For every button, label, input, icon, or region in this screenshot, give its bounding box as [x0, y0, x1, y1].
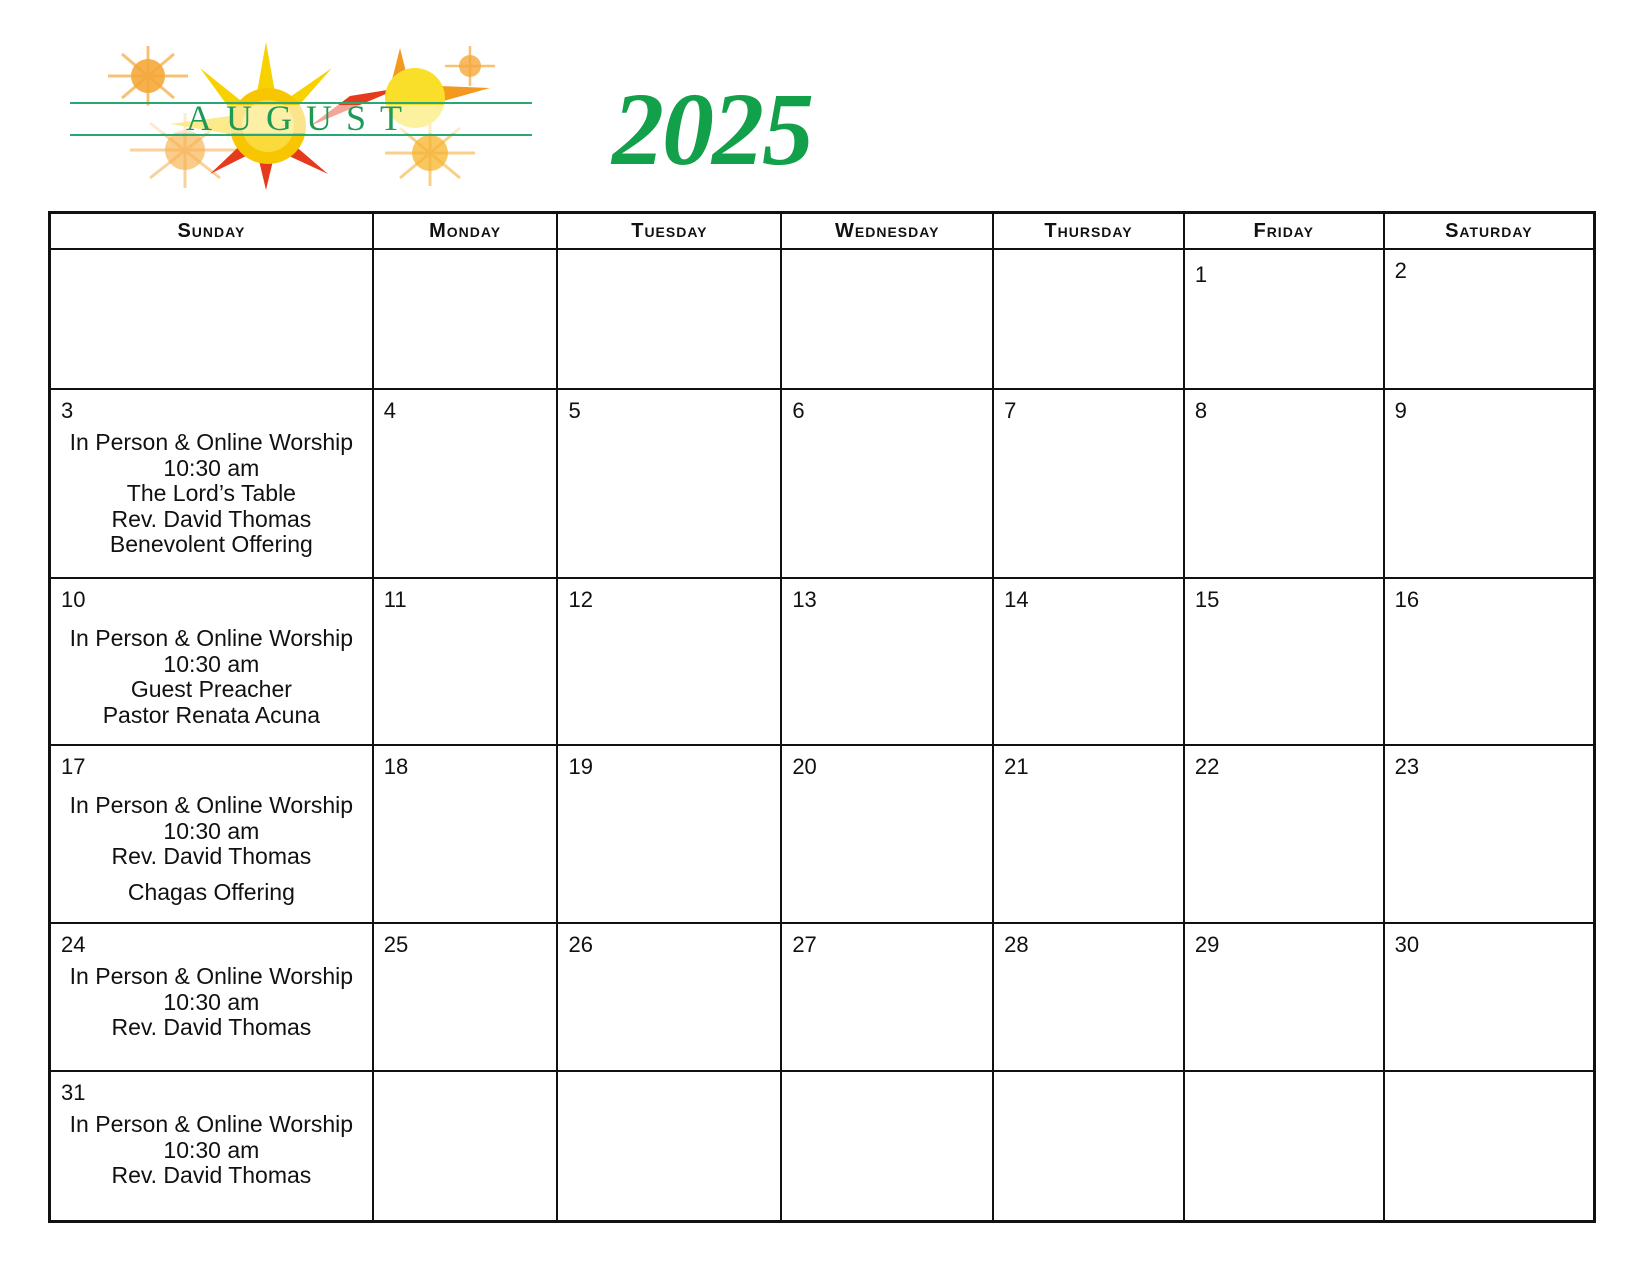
month-label: AUGUST	[185, 98, 417, 138]
day-cell-wednesday[interactable]	[781, 1071, 993, 1221]
weekday-tuesday: Tuesday	[557, 213, 781, 250]
day-number: 10	[61, 587, 86, 612]
week-row	[50, 389, 1595, 578]
day-cell-saturday[interactable]	[1384, 923, 1595, 1071]
day-number: 31	[61, 1080, 86, 1105]
day-cell-saturday[interactable]	[1384, 389, 1595, 578]
week-row	[50, 745, 1595, 923]
event-line: The Lord’s Table	[126, 480, 296, 506]
day-cell-saturday[interactable]	[1384, 745, 1595, 923]
day-number: 23	[1394, 754, 1420, 779]
day-number: 9	[1394, 398, 1407, 423]
day-cell-friday[interactable]	[1184, 745, 1384, 923]
event-line: In Person & Online Worship	[69, 792, 354, 818]
day-cell-sunday[interactable]	[50, 389, 373, 578]
day-number: 28	[1004, 932, 1029, 957]
day-number: 18	[383, 754, 409, 779]
day-number: 25	[383, 932, 409, 957]
event-line: Rev. David Thomas	[111, 1014, 312, 1040]
event-line: 10:30 am	[163, 650, 260, 677]
day-cell-monday[interactable]	[373, 923, 558, 1071]
worship-event	[51, 793, 372, 905]
day-number: 11	[383, 587, 407, 612]
day-cell-wednesday[interactable]	[781, 923, 993, 1071]
worship-event	[51, 1112, 372, 1189]
year-title: 2025	[612, 72, 812, 187]
day-cell-thursday[interactable]	[993, 578, 1184, 745]
day-cell-sunday[interactable]	[50, 923, 373, 1071]
event-line: Rev. David Thomas	[111, 505, 312, 532]
event-line: Rev. David Thomas	[111, 1162, 312, 1188]
day-number: 22	[1194, 754, 1220, 779]
day-cell-thursday[interactable]	[993, 249, 1184, 389]
weekday-monday: Monday	[373, 213, 558, 250]
week-row	[50, 578, 1595, 745]
weekday-friday: Friday	[1184, 213, 1384, 250]
day-cell-wednesday[interactable]	[781, 745, 993, 923]
day-cell-tuesday[interactable]	[557, 1071, 781, 1221]
calendar-grid	[48, 211, 1596, 1223]
day-number: 30	[1394, 932, 1420, 957]
day-cell-sunday[interactable]	[50, 745, 373, 923]
day-cell-monday[interactable]	[373, 389, 558, 578]
day-cell-wednesday[interactable]	[781, 389, 993, 578]
day-number: 24	[61, 932, 86, 957]
day-cell-thursday[interactable]	[993, 745, 1184, 923]
day-cell-wednesday[interactable]	[781, 578, 993, 745]
week-row	[50, 249, 1595, 389]
day-cell-thursday[interactable]	[993, 1071, 1184, 1221]
day-cell-saturday[interactable]	[1384, 1071, 1595, 1221]
day-cell-friday[interactable]	[1184, 249, 1384, 389]
event-line: Chagas Offering	[127, 878, 295, 905]
day-number: 15	[1194, 587, 1220, 612]
day-number: 7	[1004, 398, 1017, 423]
day-cell-sunday[interactable]	[50, 249, 373, 389]
day-number: 1	[1194, 262, 1208, 287]
weekday-saturday: Saturday	[1384, 213, 1595, 250]
day-number: 29	[1194, 932, 1220, 957]
day-cell-monday[interactable]	[373, 578, 558, 745]
weekday-sunday: Sunday	[50, 213, 373, 250]
sun-icon	[70, 38, 570, 208]
august-banner	[70, 38, 570, 208]
weekday-thursday: Thursday	[993, 213, 1184, 250]
weekday-header-row	[50, 213, 1595, 250]
day-cell-tuesday[interactable]	[557, 923, 781, 1071]
day-cell-sunday[interactable]	[50, 578, 373, 745]
day-cell-tuesday[interactable]	[557, 389, 781, 578]
worship-event	[51, 430, 372, 558]
event-line: Pastor Renata Acuna	[102, 701, 321, 728]
day-cell-tuesday[interactable]	[557, 745, 781, 923]
day-number: 16	[1394, 587, 1420, 612]
week-row	[50, 1071, 1595, 1221]
worship-event	[51, 964, 372, 1041]
day-cell-sunday[interactable]	[50, 1071, 373, 1221]
day-number: 17	[61, 754, 86, 779]
event-line: In Person & Online Worship	[69, 429, 354, 455]
day-number: 27	[792, 932, 817, 957]
day-cell-monday[interactable]	[373, 1071, 558, 1221]
event-line: Rev. David Thomas	[111, 843, 312, 869]
day-number: 26	[568, 932, 593, 957]
event-line: Benevolent Offering	[109, 531, 313, 557]
day-cell-wednesday[interactable]	[781, 249, 993, 389]
day-cell-monday[interactable]	[373, 745, 558, 923]
week-row	[50, 923, 1595, 1071]
day-cell-thursday[interactable]	[993, 923, 1184, 1071]
day-number: 21	[1004, 754, 1029, 779]
day-cell-friday[interactable]	[1184, 923, 1384, 1071]
day-cell-thursday[interactable]	[993, 389, 1184, 578]
day-cell-friday[interactable]	[1184, 1071, 1384, 1221]
day-cell-friday[interactable]	[1184, 578, 1384, 745]
day-number: 6	[792, 398, 805, 423]
day-number: 8	[1194, 398, 1208, 423]
day-number: 19	[568, 754, 593, 779]
day-number: 5	[568, 398, 581, 423]
worship-event	[51, 626, 372, 728]
day-number: 4	[383, 398, 396, 423]
event-line: In Person & Online Worship	[69, 963, 354, 989]
day-cell-saturday[interactable]	[1384, 249, 1595, 389]
day-number: 2	[1394, 258, 1407, 283]
event-line: In Person & Online Worship	[69, 625, 354, 651]
event-line: In Person & Online Worship	[69, 1111, 354, 1137]
weekday-wednesday: Wednesday	[781, 213, 993, 250]
day-number: 3	[61, 398, 74, 423]
day-cell-friday[interactable]	[1184, 389, 1384, 578]
event-line: 10:30 am	[163, 817, 260, 844]
day-number: 14	[1004, 587, 1029, 612]
event-line: Guest Preacher	[130, 676, 292, 702]
day-cell-tuesday[interactable]	[557, 578, 781, 745]
day-number: 13	[792, 587, 817, 612]
event-line: 10:30 am	[163, 1136, 260, 1163]
day-number: 20	[792, 754, 817, 779]
day-cell-tuesday[interactable]	[557, 249, 781, 389]
event-line: 10:30 am	[163, 988, 260, 1015]
day-cell-saturday[interactable]	[1384, 578, 1595, 745]
event-line: 10:30 am	[163, 454, 260, 481]
day-cell-monday[interactable]	[373, 249, 558, 389]
day-number: 12	[568, 587, 593, 612]
